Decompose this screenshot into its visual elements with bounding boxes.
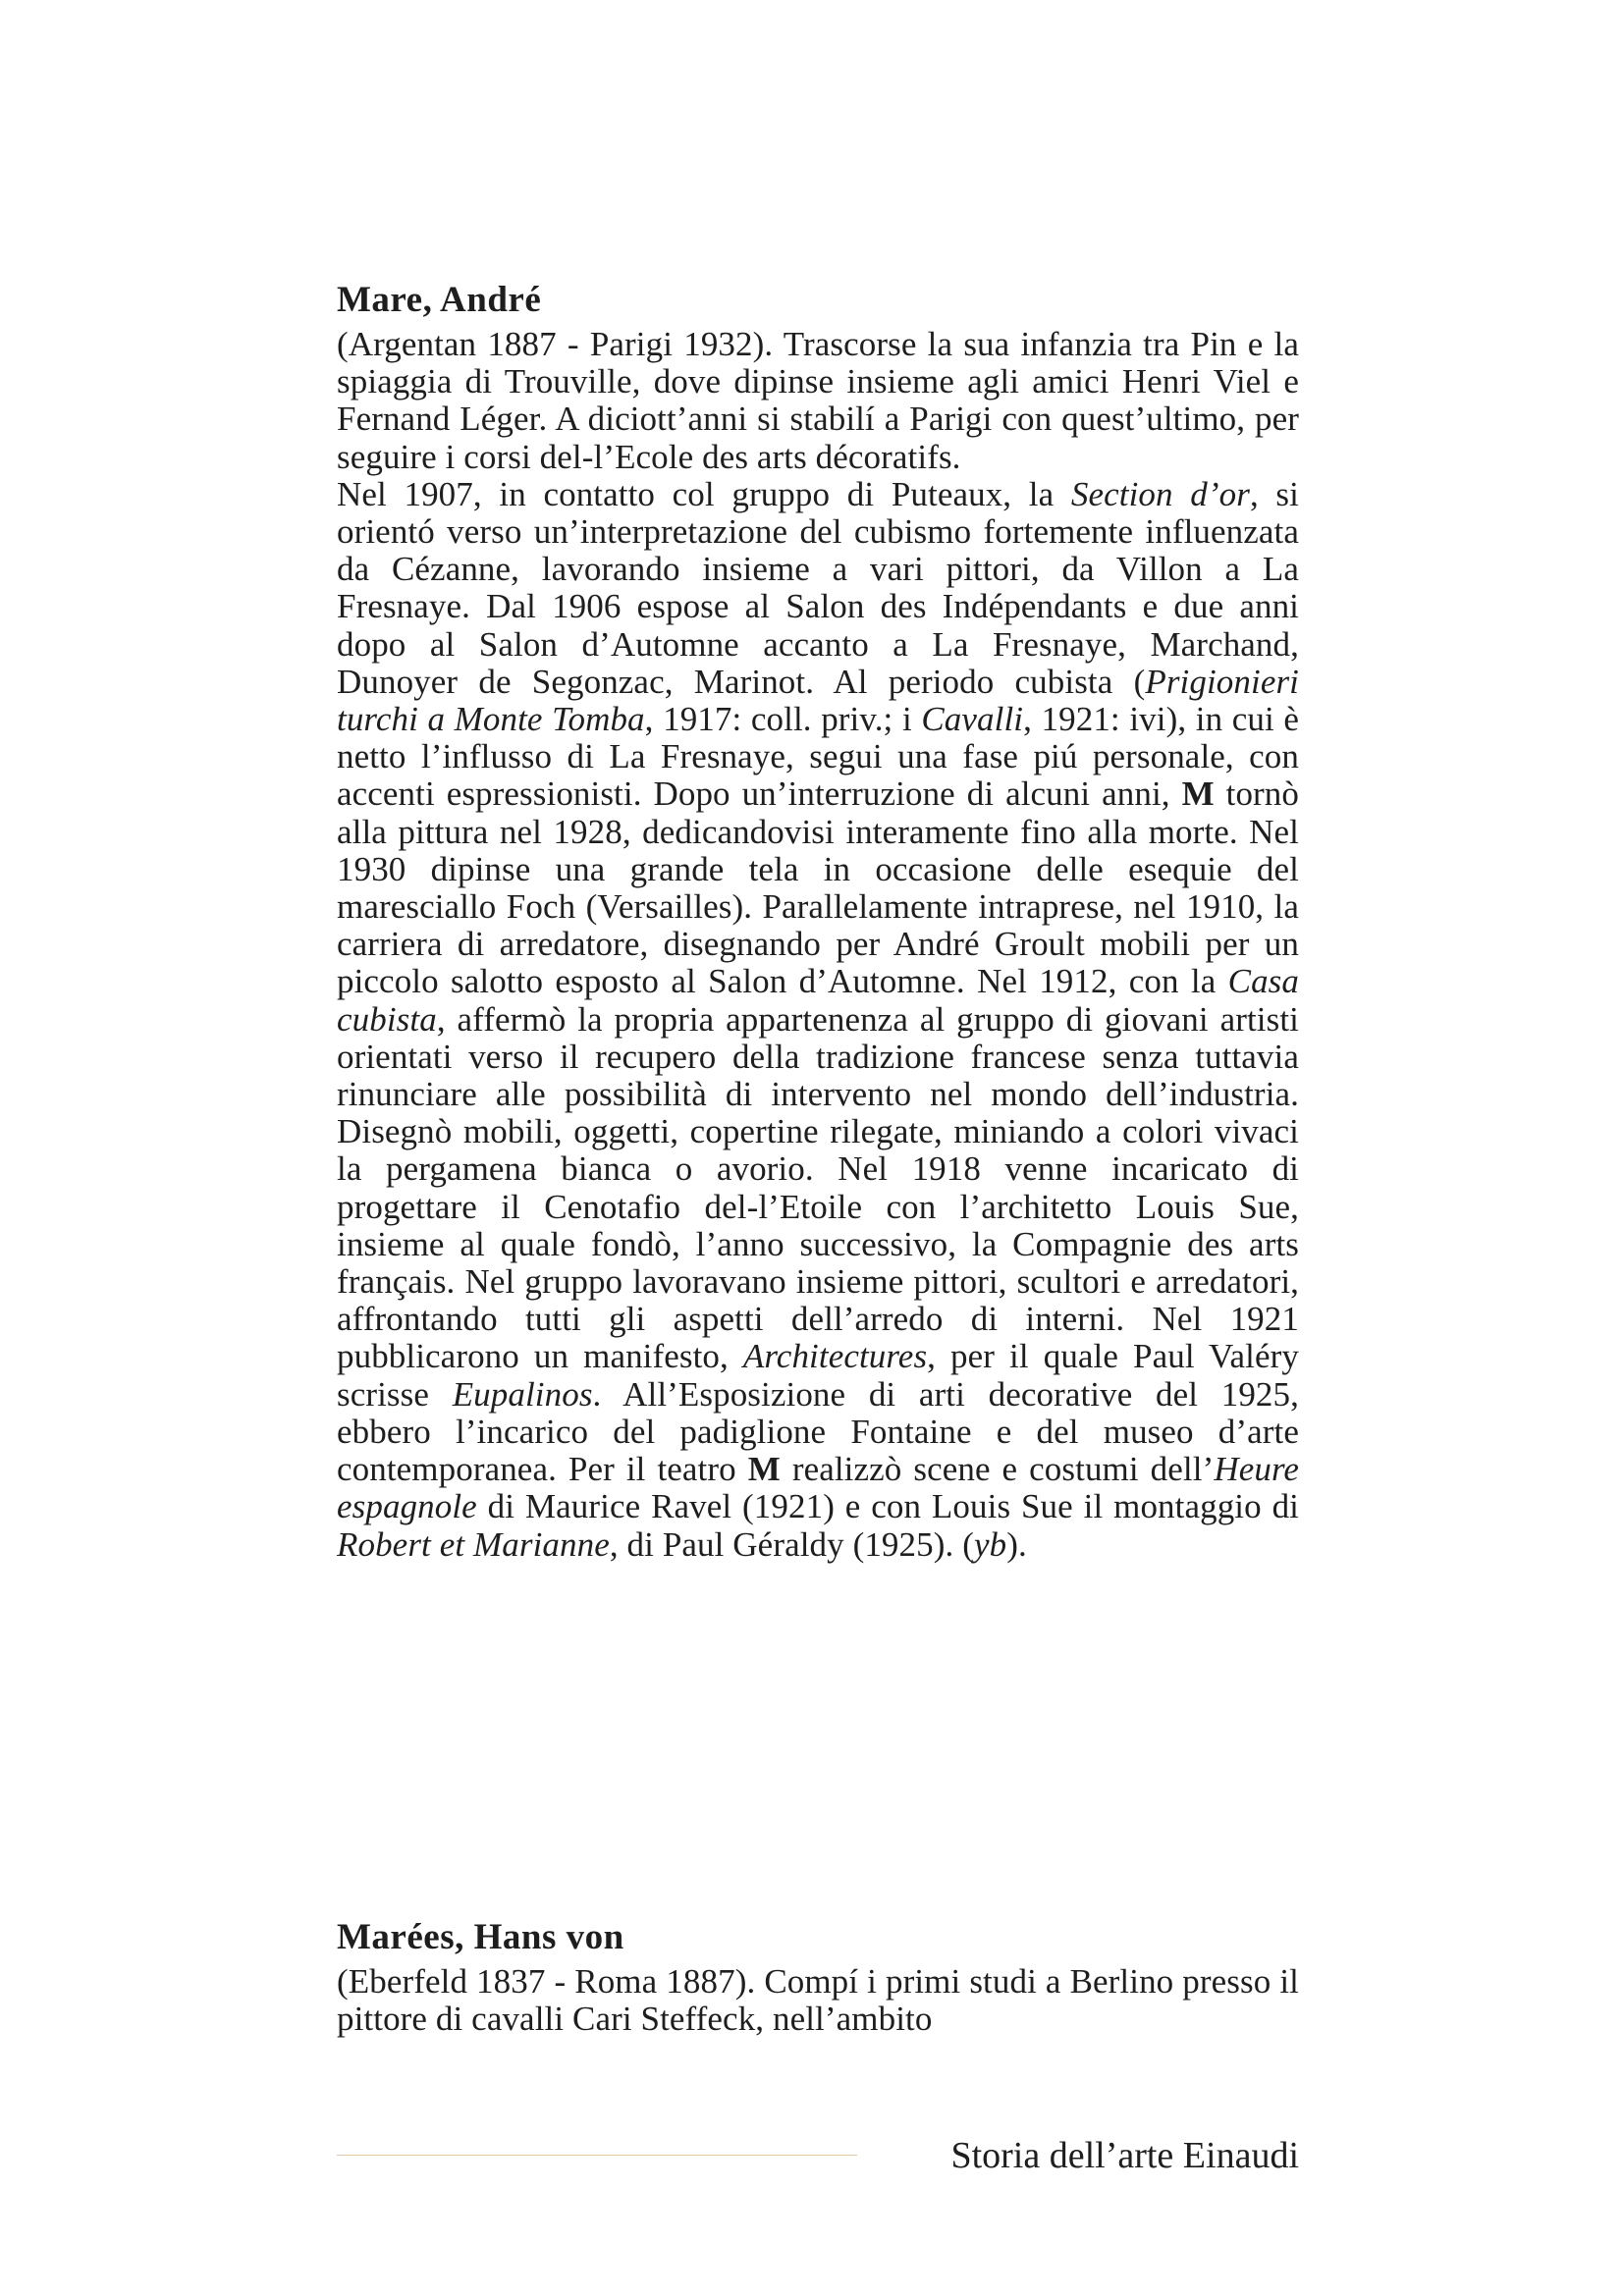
italic-run: Eupalinos xyxy=(452,1374,593,1414)
text-run: , di Paul Géraldy (1925). ( xyxy=(609,1524,974,1564)
italic-run: Section d’or xyxy=(1070,474,1250,513)
text-run: , 1921: ivi), in cui è netto l’influsso di La Fresnaye, segui una fase piú personale, con accenti espressionisti. Dopo un’interruzione di alcuni anni, xyxy=(337,700,1300,814)
italic-run: Cavalli xyxy=(921,700,1024,739)
text-run: (Eberfeld 1837 - Roma 1887). Compí i primi studi a Berlino presso il pittore di cavalli Cari Steffeck, nell’ambito xyxy=(337,1962,1299,2039)
text-run: ). xyxy=(1006,1524,1027,1564)
text-run: , per il quale Paul Valéry scrisse xyxy=(337,1337,1299,1414)
entry-title: Mare, André xyxy=(337,280,542,320)
italic-run: Prigionieri turchi a Monte Tomba xyxy=(337,662,1299,739)
entry-title: Marées, Hans von xyxy=(337,1917,624,1957)
italic-run: Architectures xyxy=(742,1337,928,1376)
text-run: tornò alla pittura nel 1928, dedicandovisi interamente fino alla morte. Nel 1930 dipinse una grande tela in occasione delle esequie del maresciallo Foch (Versailles). Parallelamente intraprese, nel 1910, la carriera di arredatore, disegnando per André Groult mobili per un piccolo salotto esposto al Salon d’Automne. Nel 1912, con la xyxy=(337,774,1300,1001)
italic-run: Casa cubista xyxy=(337,962,1299,1039)
footer-text: Storia dell’arte Einaudi xyxy=(950,2135,1299,2176)
page xyxy=(337,0,1299,2296)
text-run: (Argentan 1887 - Parigi 1932). Trascorse la sua infanzia tra Pin e la spiaggia di Trouville, dove dipinse insieme agli amici Henri Viel e Fernand Léger. A diciott’anni si stabilí a Parigi con quest’ultimo, per seguire i corsi del-l’Ecole des arts décoratifs. xyxy=(337,325,1299,476)
page-footer xyxy=(337,2128,1299,2183)
text-run: realizzò scene e costumi dell’ xyxy=(780,1450,1215,1489)
text-run: , affermò la propria appartenenza al gruppo di giovani artisti orientati verso il recupero della tradizione francese senza tuttavia rinunciare alle possibilità di intervento nel mondo dell’industria. Disegnò mobili, oggetti, copertine rilegate, miniando a colori vivaci la pergamena bianca o avorio. Nel 1918 venne incaricato di progettare il Cenotafio del-l’Etoile con l’architetto Louis Sue, insieme al quale fondò, l’anno successivo, la Compagnie des arts français. Nel gruppo lavoravano insieme pittori, scultori e arredatori, affrontando tutti gli aspetti dell’arredo di interni. Nel 1921 pubblicarono un manifesto, xyxy=(337,999,1299,1376)
entry-mare-andre xyxy=(337,275,1299,1564)
entry-marees-hans-von xyxy=(337,1912,1299,2038)
text-run: di Maurice Ravel (1921) e con Louis Sue il montaggio di xyxy=(476,1487,1299,1526)
bold-run: M xyxy=(1181,774,1215,814)
text-run: , si orientó verso un’interpretazione del cubismo fortemente influenzata da Cézanne, lavorando insieme a vari pittori, da Villon a La Fresnaye. Dal 1906 espose al Salon des Indépendants e due anni dopo al Salon d’Automne accanto a La Fresnaye, Marchand, Dunoyer de Segonzac, Marinot. Al periodo cubista ( xyxy=(337,474,1299,701)
text-run: . All’Esposizione di arti decorative del 1925, ebbero l’incarico del padiglione Fontaine e del museo d’arte contemporanea. Per il teatro xyxy=(337,1374,1299,1489)
text-run: Nel 1907, in contatto col gruppo di Puteaux, la xyxy=(337,474,1071,513)
footer-rule xyxy=(337,2155,857,2156)
italic-run: Heure espagnole xyxy=(337,1450,1299,1526)
italic-run: yb xyxy=(973,1524,1007,1564)
entry-paragraph xyxy=(337,476,1299,1564)
entry-paragraph xyxy=(337,1963,1299,2038)
bold-run: M xyxy=(747,1450,781,1489)
italic-run: Robert et Marianne xyxy=(337,1524,610,1564)
entry-paragraph xyxy=(337,326,1299,476)
text-run: , 1917: coll. priv.; i xyxy=(644,700,922,739)
